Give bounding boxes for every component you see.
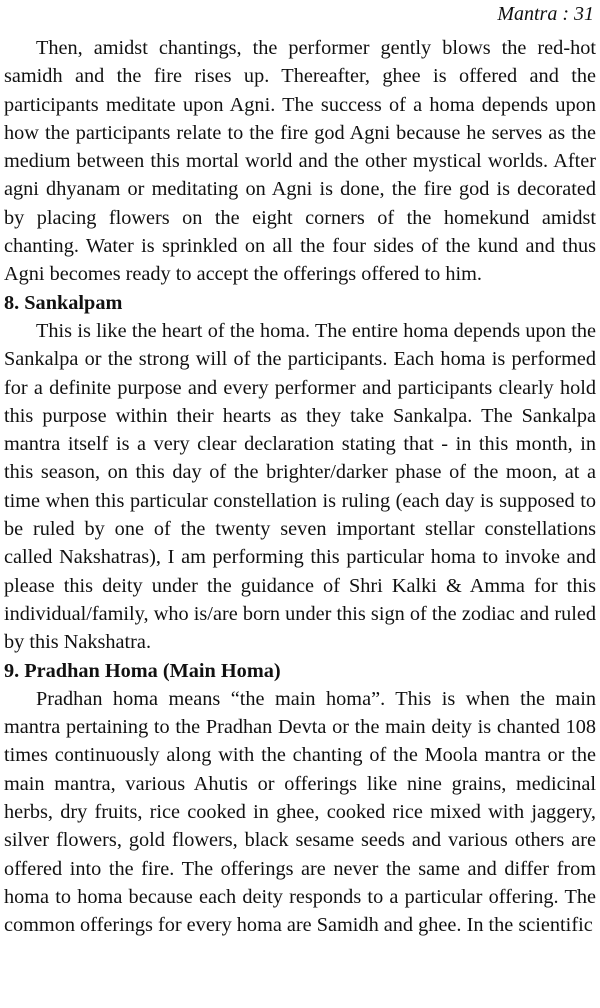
running-head: Mantra : 31	[497, 3, 594, 25]
section-heading-sankalpam: 8. Sankalpam	[4, 291, 123, 314]
section-heading-pradhan-homa: 9. Pradhan Homa (Main Homa)	[4, 659, 281, 682]
paragraph-agni-offering: Then, amidst chantings, the performer gently blows the red-hot samidh and the fire rises up. Thereafter, ghee is offered and the participants meditate upon Agni. The success of a homa depends upon how the participants relate to the fire god Agni because he serves as the medium between this mortal world and the other mystical worlds. After agni dhyanam or meditating on Agni is done, the fire god is decorated by placing flowers on the eight corners of the homekund amidst chanting. Water is sprinkled on all the four sides of the kund and thus Agni becomes ready to accept the offerings offered to him.	[4, 37, 596, 286]
paragraph-sankalpam: This is like the heart of the homa. The entire homa depends upon the Sankalpa or the strong will of the participants. Each homa is performed for a definite purpose and every performer and participants clearly hold this purpose within their hearts as they take Sankalpa. The Sankalpa mantra itself is a very clear declaration stating that - in this month, in this season, on this day of the brighter/darker phase of the moon, at a time when this particular constellation is ruling (each day is supposed to be ruled by one of the twenty seven important stellar constellations called Nakshatras), I am performing this particular homa to invoke and please this deity under the guidance of Shri Kalki & Amma for this individual/family, who is/are born under this sign of the zodiac and ruled by this Nakshatra.	[4, 319, 596, 654]
paragraph-pradhan-homa: Pradhan homa means “the main homa”. This is when the main mantra pertaining to the Pradhan Devta or the main deity is chanted 108 times continuously along with the chanting of the Moola mantra or the main mantra, various Ahutis or offerings like nine grains, medicinal herbs, dry fruits, rice cooked in ghee, cooked rice mixed with jaggery, silver flowers, gold flowers, black sesame seeds and various others are offered into the fire. The offerings are never the same and differ from homa to homa because each deity responds to a particular offering. The common offerings for every homa are Samidh and ghee. In the scientific	[4, 687, 596, 937]
